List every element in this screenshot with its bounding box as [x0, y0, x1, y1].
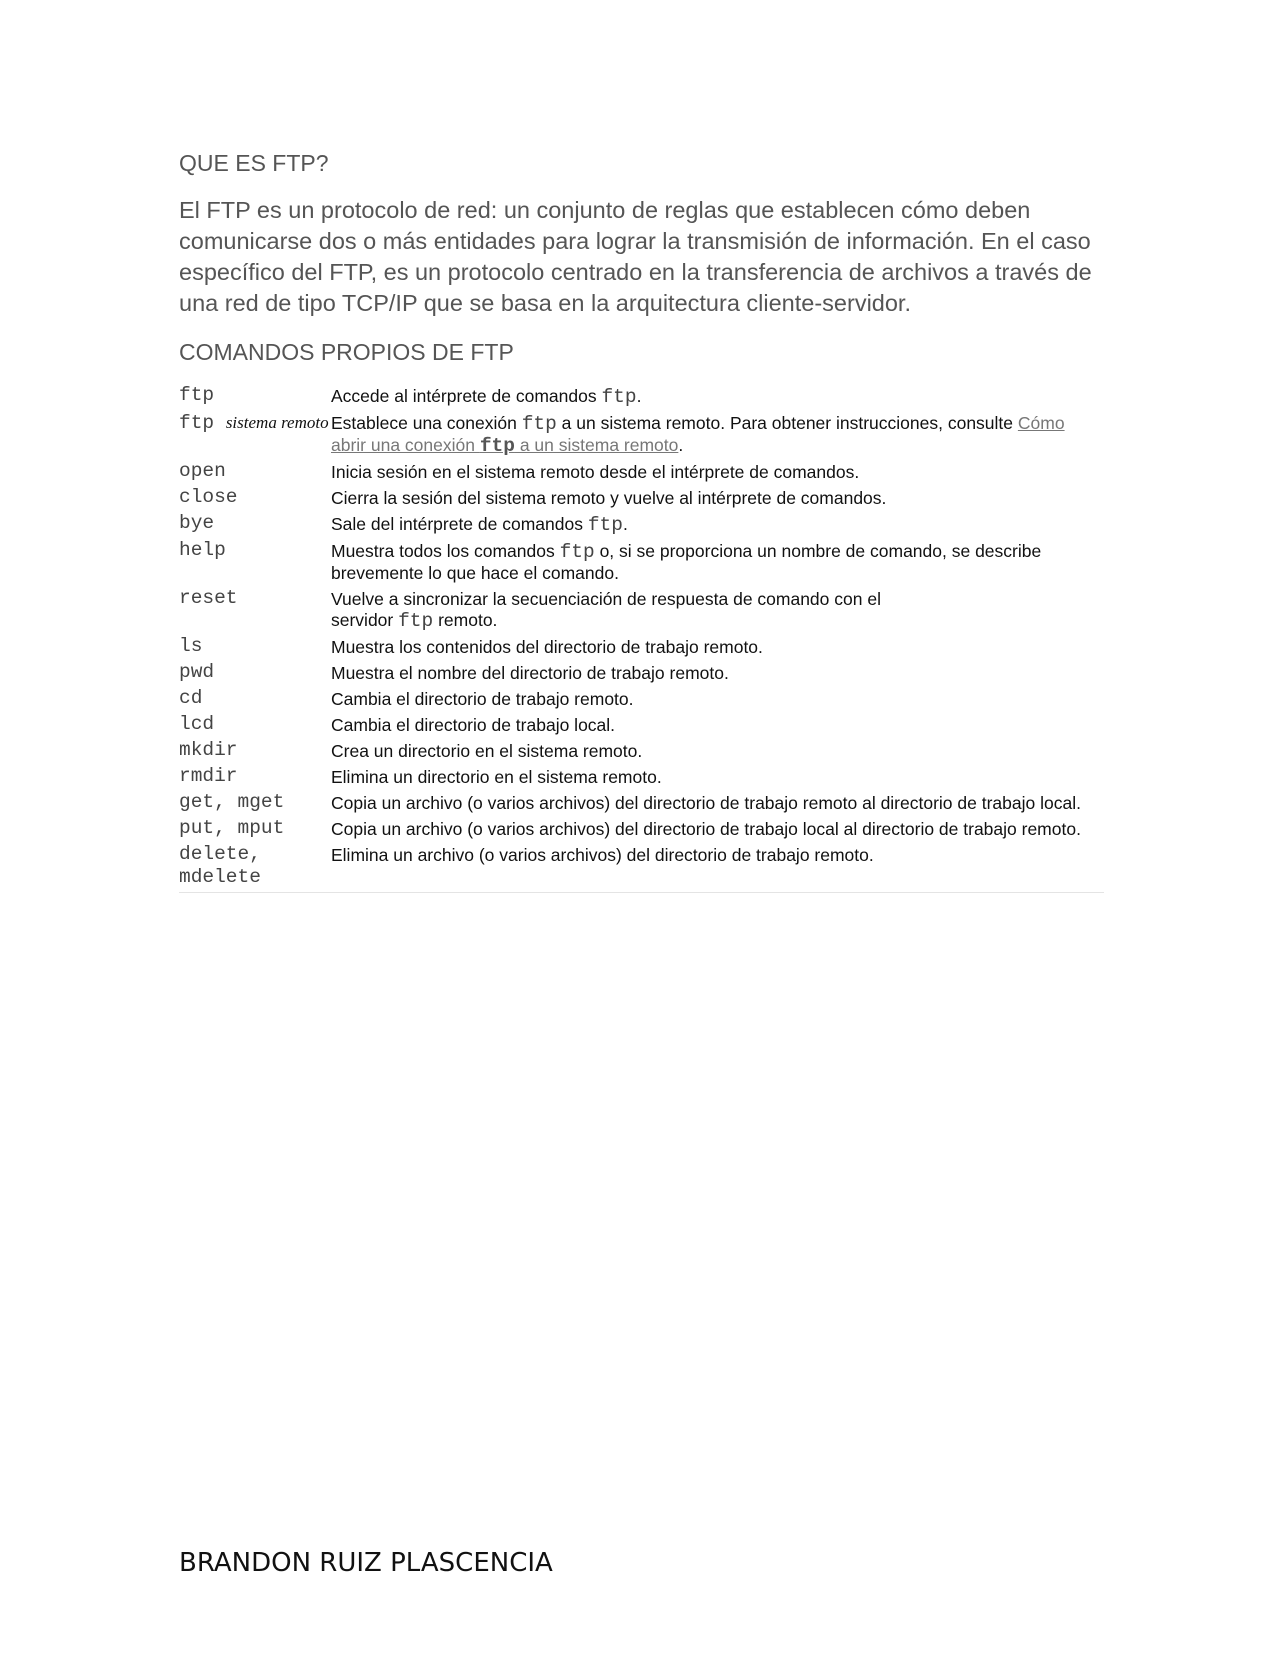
command-name: open — [179, 460, 226, 482]
heading-comandos: COMANDOS PROPIOS DE FTP — [179, 339, 514, 365]
command-description: Copia un archivo (o varios archivos) del directorio de trabajo remoto al directorio de trabajo local. — [331, 793, 1081, 813]
command-description: Copia un archivo (o varios archivos) del directorio de trabajo local al directorio de trabajo remoto. — [331, 819, 1081, 839]
commands-table — [179, 384, 1104, 893]
table-row — [179, 687, 1104, 713]
command-description: Vuelve a sincronizar la secuenciación de respuesta de comando con el servidor ftp remoto. — [331, 589, 881, 632]
table-row — [179, 384, 1104, 411]
command-name: cd — [179, 687, 203, 709]
table-row — [179, 739, 1104, 765]
table-row — [179, 587, 1104, 635]
command-name: delete, mdelete — [179, 843, 261, 888]
table-row — [179, 843, 1104, 893]
command-name: lcd — [179, 713, 215, 735]
intro-paragraph: El FTP es un protocolo de red: un conjunto de reglas que establecen cómo deben comunicarse dos o más entidades para lograr la transmisión de información. En el caso específico del FTP, es un protocolo centrado en la transferencia de archivos a través de una red de tipo TCP/IP que se basa en la arquitectura cliente-servidor. — [179, 197, 1092, 316]
command-description: Muestra los contenidos del directorio de trabajo remoto. — [331, 637, 763, 657]
command-description: Elimina un directorio en el sistema remoto. — [331, 767, 662, 787]
command-description: Elimina un archivo (o varios archivos) del directorio de trabajo remoto. — [331, 845, 874, 865]
command-description: Establece una conexión ftp a un sistema remoto. Para obtener instrucciones, consulte Cómo abrir una conexión ftp a un sistema remoto. — [331, 413, 1065, 457]
command-name: reset — [179, 587, 238, 609]
table-row — [179, 817, 1104, 843]
table-row — [179, 539, 1104, 587]
command-name: ftp — [179, 384, 215, 406]
command-name: rmdir — [179, 765, 238, 787]
command-name: close — [179, 486, 238, 508]
command-name: bye — [179, 512, 215, 534]
command-argument: sistema remoto — [225, 413, 329, 432]
command-name: mkdir — [179, 739, 238, 761]
table-row — [179, 661, 1104, 687]
command-description: Muestra el nombre del directorio de trabajo remoto. — [331, 663, 729, 683]
table-row — [179, 635, 1104, 661]
table-row — [179, 765, 1104, 791]
command-name: help — [179, 539, 226, 561]
open-connection-link[interactable]: Cómo abrir una conexión ftp a un sistema remoto — [331, 413, 1065, 457]
command-description: Sale del intérprete de comandos ftp. — [331, 514, 628, 536]
command-name: ftp sistema remoto — [179, 412, 329, 434]
command-description: Cambia el directorio de trabajo remoto. — [331, 689, 634, 709]
command-name: ls — [179, 635, 203, 657]
author-footer: BRANDON RUIZ PLASCENCIA — [179, 1548, 553, 1578]
table-row — [179, 460, 1104, 486]
table-row — [179, 411, 1104, 460]
command-name: pwd — [179, 661, 215, 683]
command-name: put, mput — [179, 817, 285, 839]
command-description: Crea un directorio en el sistema remoto. — [331, 741, 643, 761]
table-row — [179, 486, 1104, 512]
command-description: Cierra la sesión del sistema remoto y vuelve al intérprete de comandos. — [331, 488, 887, 508]
command-description: Cambia el directorio de trabajo local. — [331, 715, 616, 735]
command-description: Muestra todos los comandos ftp o, si se proporciona un nombre de comando, se describe brevemente lo que hace el comando. — [331, 541, 1042, 583]
command-name: get, mget — [179, 791, 285, 813]
command-description: Accede al intérprete de comandos ftp. — [331, 386, 642, 408]
table-row — [179, 512, 1104, 539]
table-row — [179, 791, 1104, 817]
heading-que-es-ftp: QUE ES FTP? — [179, 150, 329, 176]
command-description: Inicia sesión en el sistema remoto desde el intérprete de comandos. — [331, 462, 860, 482]
table-row — [179, 713, 1104, 739]
